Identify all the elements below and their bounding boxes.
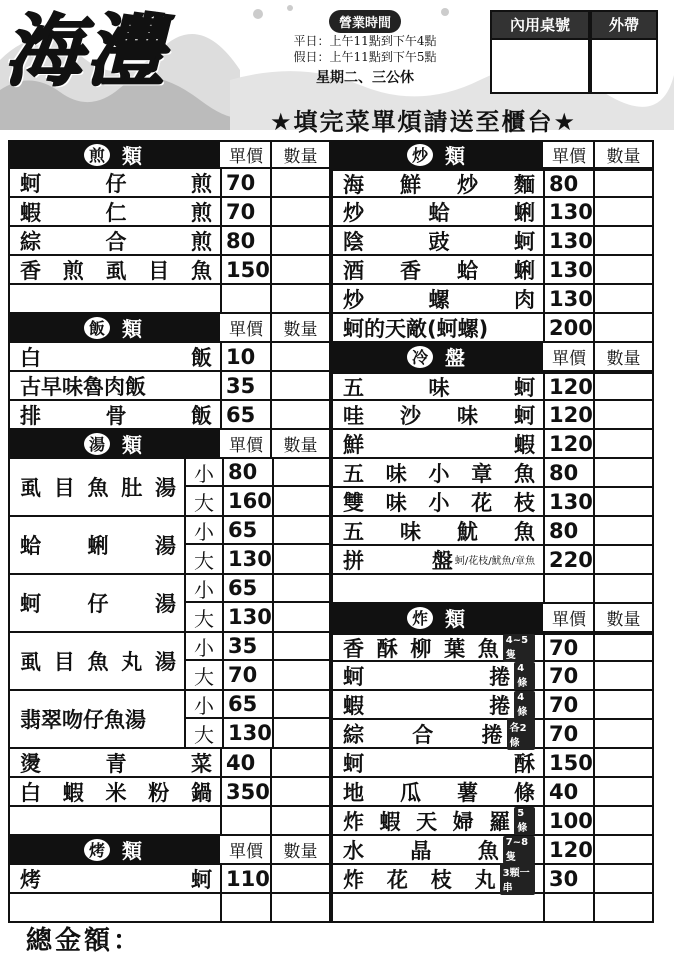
item-price: 40 bbox=[222, 749, 272, 776]
price-header: 單價 bbox=[545, 604, 595, 631]
item-name: 香 酥 柳 葉 魚 bbox=[343, 636, 499, 661]
item-price: 35 bbox=[224, 633, 274, 659]
qty-header: 數量 bbox=[272, 314, 329, 341]
soup-item bbox=[10, 691, 329, 749]
price-header: 單價 bbox=[222, 430, 272, 457]
menu-row bbox=[333, 662, 652, 691]
menu-row bbox=[333, 401, 652, 430]
qty-field[interactable] bbox=[595, 720, 652, 747]
size-label: 小 bbox=[186, 575, 224, 601]
leng-list bbox=[333, 372, 652, 575]
menu-row bbox=[333, 836, 652, 865]
section-title: 類 bbox=[122, 144, 148, 168]
quantity-tag: 7~8隻 bbox=[503, 836, 535, 864]
tang-circle: 湯 bbox=[84, 433, 110, 455]
size-label: 大 bbox=[186, 545, 224, 573]
quantity-tag: 4條 bbox=[514, 691, 535, 719]
item-price: 80 bbox=[545, 517, 595, 544]
qty-field[interactable] bbox=[595, 401, 652, 428]
blank-row bbox=[10, 807, 329, 836]
blank-row bbox=[333, 894, 652, 923]
section-header-chao bbox=[333, 140, 652, 169]
menu-row bbox=[333, 865, 652, 894]
item-price: 130 bbox=[545, 227, 595, 254]
item-price: 130 bbox=[545, 488, 595, 515]
jian-circle: 煎 bbox=[84, 144, 110, 166]
size-label: 大 bbox=[186, 719, 224, 747]
section-title: 類 bbox=[445, 607, 471, 631]
item-price: 130 bbox=[224, 545, 274, 573]
qty-field[interactable] bbox=[595, 546, 652, 573]
item-price: 80 bbox=[222, 227, 272, 254]
item-price: 130 bbox=[224, 603, 274, 631]
item-price: 130 bbox=[545, 256, 595, 283]
item-price: 160 bbox=[224, 487, 274, 515]
item-name: 白 飯 bbox=[20, 345, 212, 370]
item-name: 炒 蛤 蜊 bbox=[343, 200, 535, 225]
qty-field[interactable] bbox=[595, 865, 652, 892]
qty-field[interactable] bbox=[274, 603, 329, 631]
item-price: 70 bbox=[224, 661, 274, 689]
item-note: 蚵/花枝/魷魚/章魚 bbox=[454, 556, 535, 567]
item-name: 炸 花 枝 丸 bbox=[343, 867, 496, 892]
soup-item bbox=[10, 459, 329, 517]
menu-row bbox=[10, 401, 329, 430]
item-name: 拼 盤 bbox=[343, 548, 453, 573]
item-name: 蚵 仔 湯 bbox=[20, 592, 176, 616]
leng-circle: 冷 bbox=[407, 346, 433, 368]
zha-circle: 炸 bbox=[407, 607, 433, 629]
size-label: 小 bbox=[186, 459, 224, 485]
qty-field[interactable] bbox=[272, 749, 329, 776]
qty-field[interactable] bbox=[272, 865, 329, 892]
menu-row bbox=[10, 227, 329, 256]
qty-field[interactable] bbox=[595, 836, 652, 863]
blank-row bbox=[10, 285, 329, 314]
qty-field[interactable] bbox=[272, 401, 329, 428]
item-price: 40 bbox=[545, 778, 595, 805]
item-name: 香 煎 虱 目 魚 bbox=[20, 258, 212, 283]
menu-row bbox=[333, 517, 652, 546]
item-price: 130 bbox=[224, 719, 274, 747]
item-name: 虱 目 魚 肚 湯 bbox=[20, 476, 176, 500]
item-price: 350 bbox=[222, 778, 272, 805]
qty-field[interactable] bbox=[274, 691, 329, 717]
qty-field[interactable] bbox=[595, 314, 652, 341]
item-name: 地 瓜 薯 條 bbox=[343, 780, 535, 805]
hours-holiday: 假日：上午11點到下午5點 bbox=[293, 50, 437, 64]
menu-row bbox=[333, 488, 652, 517]
qty-field[interactable] bbox=[595, 430, 652, 457]
business-hours bbox=[240, 10, 490, 87]
item-price: 65 bbox=[222, 401, 272, 428]
section-title: 類 bbox=[122, 433, 148, 457]
qty-field[interactable] bbox=[595, 227, 652, 254]
qty-field[interactable] bbox=[595, 488, 652, 515]
takeout-box[interactable] bbox=[590, 10, 658, 94]
item-name: 綜 合 捲 bbox=[343, 722, 503, 747]
dine-in-table-box[interactable] bbox=[490, 10, 590, 94]
qty-field[interactable] bbox=[274, 719, 329, 747]
size-label: 大 bbox=[186, 487, 224, 515]
item-price: 70 bbox=[222, 198, 272, 225]
menu-row bbox=[333, 285, 652, 314]
qty-field[interactable] bbox=[272, 343, 329, 370]
item-name: 五 味 魷 魚 bbox=[343, 519, 535, 544]
item-name: 哇 沙 味 蚵 bbox=[343, 403, 535, 428]
item-price: 100 bbox=[545, 807, 595, 834]
qty-field[interactable] bbox=[274, 459, 329, 485]
section-title: 類 bbox=[122, 317, 148, 341]
kao-circle: 烤 bbox=[84, 839, 110, 861]
closed-days: 星期二、三公休 bbox=[316, 70, 414, 86]
menu-row bbox=[10, 256, 329, 285]
blank-row bbox=[10, 894, 329, 923]
menu-row bbox=[333, 691, 652, 720]
section-header-tang bbox=[10, 430, 329, 459]
quantity-tag: 4條 bbox=[514, 662, 535, 690]
qty-field[interactable] bbox=[272, 285, 329, 312]
qty-field[interactable] bbox=[272, 169, 329, 196]
item-price: 65 bbox=[224, 691, 274, 717]
qty-field[interactable] bbox=[274, 575, 329, 601]
price-header: 單價 bbox=[545, 343, 595, 370]
qty-header: 數量 bbox=[595, 142, 652, 167]
item-name: 燙 青 菜 bbox=[20, 751, 212, 776]
qty-field[interactable] bbox=[274, 633, 329, 659]
qty-field[interactable] bbox=[595, 459, 652, 486]
item-price: 120 bbox=[545, 430, 595, 457]
menu-row bbox=[333, 372, 652, 401]
item-name: 蚵 仔 煎 bbox=[20, 171, 212, 196]
item-price: 10 bbox=[222, 343, 272, 370]
section-header-leng bbox=[333, 343, 652, 372]
qty-field[interactable] bbox=[595, 749, 652, 776]
item-price: 70 bbox=[545, 720, 595, 747]
item-name: 翡翠吻仔魚湯 bbox=[20, 708, 146, 732]
section-header-zha bbox=[333, 604, 652, 633]
qty-field[interactable] bbox=[274, 545, 329, 573]
menu-row bbox=[333, 778, 652, 807]
section-header-fan bbox=[10, 314, 329, 343]
item-name: 綜 合 煎 bbox=[20, 229, 212, 254]
item-name: 虱 目 魚 丸 湯 bbox=[20, 650, 176, 674]
takeout-label: 外帶 bbox=[592, 12, 656, 40]
menu-row bbox=[333, 749, 652, 778]
item-name: 海 鮮 炒 麵 bbox=[343, 172, 535, 197]
quantity-tag: 3顆一串 bbox=[500, 863, 535, 895]
section-header-kao bbox=[10, 836, 329, 865]
qty-header: 數量 bbox=[272, 836, 329, 863]
menu-row bbox=[333, 633, 652, 662]
chao-circle: 炒 bbox=[407, 144, 433, 166]
item-price: 130 bbox=[545, 198, 595, 225]
item-price: 70 bbox=[545, 635, 595, 660]
item-price: 30 bbox=[545, 865, 595, 892]
qty-field[interactable] bbox=[272, 198, 329, 225]
item-name: 五 味 蚵 bbox=[343, 375, 535, 400]
section-title: 類 bbox=[122, 839, 148, 863]
menu-right-column bbox=[331, 140, 654, 923]
item-name: 五 味 小 章 魚 bbox=[343, 461, 535, 486]
menu-row bbox=[333, 198, 652, 227]
menu-row bbox=[333, 430, 652, 459]
item-name: 雙 味 小 花 枝 bbox=[343, 490, 535, 515]
item-price: 70 bbox=[222, 169, 272, 196]
item-name: 鮮 蝦 bbox=[343, 432, 535, 457]
size-label: 大 bbox=[186, 661, 224, 689]
qty-field[interactable] bbox=[272, 778, 329, 805]
item-price: 200 bbox=[545, 314, 595, 341]
menu-row bbox=[333, 227, 652, 256]
qty-field[interactable] bbox=[272, 372, 329, 399]
item-name: 排 骨 飯 bbox=[20, 403, 212, 428]
size-label: 小 bbox=[186, 691, 224, 717]
item-price: 65 bbox=[224, 517, 274, 543]
qty-field[interactable] bbox=[272, 807, 329, 834]
item-price: 150 bbox=[545, 749, 595, 776]
qty-field[interactable] bbox=[595, 285, 652, 312]
qty-field[interactable] bbox=[272, 227, 329, 254]
menu-row bbox=[10, 198, 329, 227]
total-amount-label: 總金額： bbox=[26, 926, 143, 956]
menu-row bbox=[10, 778, 329, 807]
qty-field[interactable] bbox=[272, 256, 329, 283]
qty-field[interactable] bbox=[595, 517, 652, 544]
menu-row bbox=[333, 459, 652, 488]
qty-field[interactable] bbox=[274, 661, 329, 689]
menu-row bbox=[333, 314, 652, 343]
section-header-jian bbox=[10, 140, 329, 169]
item-name: 陰 豉 蚵 bbox=[343, 229, 535, 254]
price-header: 單價 bbox=[222, 314, 272, 341]
item-name: 水 晶 魚 bbox=[343, 838, 499, 863]
qty-field[interactable] bbox=[272, 894, 329, 921]
menu-left-column bbox=[8, 140, 331, 923]
item-price: 80 bbox=[545, 459, 595, 486]
qty-header: 數量 bbox=[595, 604, 652, 631]
price-header: 單價 bbox=[222, 142, 272, 167]
section-title: 類 bbox=[445, 144, 471, 168]
item-name: 蚵的天敵(蚵螺) bbox=[343, 316, 489, 341]
section-title: 盤 bbox=[445, 346, 471, 370]
soup-list bbox=[10, 459, 329, 749]
item-price: 120 bbox=[545, 374, 595, 399]
item-name: 蚵 捲 bbox=[343, 664, 511, 689]
item-price: 80 bbox=[224, 459, 274, 485]
item-price: 150 bbox=[222, 256, 272, 283]
menu-row bbox=[10, 865, 329, 894]
quantity-tag: 4~5隻 bbox=[503, 634, 535, 662]
logo: 海灃 bbox=[4, 6, 169, 97]
notice-text: ★填完菜單煩請送至櫃台★ bbox=[270, 108, 578, 136]
item-price: 120 bbox=[545, 401, 595, 428]
item-price: 70 bbox=[545, 662, 595, 689]
price-header: 單價 bbox=[222, 836, 272, 863]
soup-item bbox=[10, 517, 329, 575]
soup-item bbox=[10, 633, 329, 691]
menu-row bbox=[10, 343, 329, 372]
size-label: 小 bbox=[186, 633, 224, 659]
item-name: 炸 蝦 天 婦 羅 bbox=[343, 809, 511, 834]
item-name: 蚵 酥 bbox=[343, 751, 535, 776]
qty-field[interactable] bbox=[595, 635, 652, 660]
item-name: 白 蝦 米 粉 鍋 bbox=[20, 780, 212, 805]
price-header: 單價 bbox=[545, 142, 595, 167]
qty-field[interactable] bbox=[274, 517, 329, 543]
blank-row bbox=[333, 575, 652, 604]
item-price: 80 bbox=[545, 171, 595, 196]
menu-row bbox=[10, 169, 329, 198]
item-name: 古早味魯肉飯 bbox=[20, 374, 146, 399]
qty-field[interactable] bbox=[595, 807, 652, 834]
qty-field[interactable] bbox=[595, 778, 652, 805]
qty-field[interactable] bbox=[595, 171, 652, 196]
menu-row bbox=[333, 720, 652, 749]
size-label: 大 bbox=[186, 603, 224, 631]
item-name: 蝦 仁 煎 bbox=[20, 200, 212, 225]
menu-row bbox=[333, 169, 652, 198]
hours-title: 營業時間 bbox=[329, 10, 401, 33]
fan-circle: 飯 bbox=[84, 317, 110, 339]
item-price: 120 bbox=[545, 836, 595, 863]
menu-row bbox=[333, 807, 652, 836]
item-price: 65 bbox=[224, 575, 274, 601]
qty-field[interactable] bbox=[274, 487, 329, 515]
chao-list bbox=[333, 169, 652, 343]
qty-field[interactable] bbox=[595, 662, 652, 689]
qty-header: 數量 bbox=[272, 142, 329, 167]
qty-field[interactable] bbox=[595, 374, 652, 399]
qty-field[interactable] bbox=[595, 691, 652, 718]
menu-row bbox=[333, 256, 652, 285]
item-price: 35 bbox=[222, 372, 272, 399]
hours-weekday: 平日：上午11點到下午4點 bbox=[293, 34, 437, 48]
size-label: 小 bbox=[186, 517, 224, 543]
item-price: 70 bbox=[545, 691, 595, 718]
item-price: 110 bbox=[222, 865, 272, 892]
menu-row bbox=[10, 749, 329, 778]
quantity-tag: 5條 bbox=[514, 807, 535, 835]
dine-in-label: 內用桌號 bbox=[492, 12, 588, 40]
quantity-tag: 各2條 bbox=[507, 718, 535, 750]
qty-header: 數量 bbox=[272, 430, 329, 457]
qty-field[interactable] bbox=[595, 198, 652, 225]
item-price: 130 bbox=[545, 285, 595, 312]
soup-item bbox=[10, 575, 329, 633]
qty-header: 數量 bbox=[595, 343, 652, 370]
qty-field[interactable] bbox=[595, 256, 652, 283]
item-name: 酒 香 蛤 蜊 bbox=[343, 258, 535, 283]
item-name: 蛤 蜊 湯 bbox=[20, 534, 176, 558]
zha-list bbox=[333, 633, 652, 894]
item-name: 烤 蚵 bbox=[20, 867, 212, 892]
qty-field[interactable] bbox=[595, 575, 652, 602]
item-name: 炒 螺 肉 bbox=[343, 287, 535, 312]
item-price: 220 bbox=[545, 546, 595, 573]
menu-row bbox=[10, 372, 329, 401]
menu-row bbox=[333, 546, 652, 575]
qty-field[interactable] bbox=[595, 894, 652, 921]
item-name: 蝦 捲 bbox=[343, 693, 511, 718]
